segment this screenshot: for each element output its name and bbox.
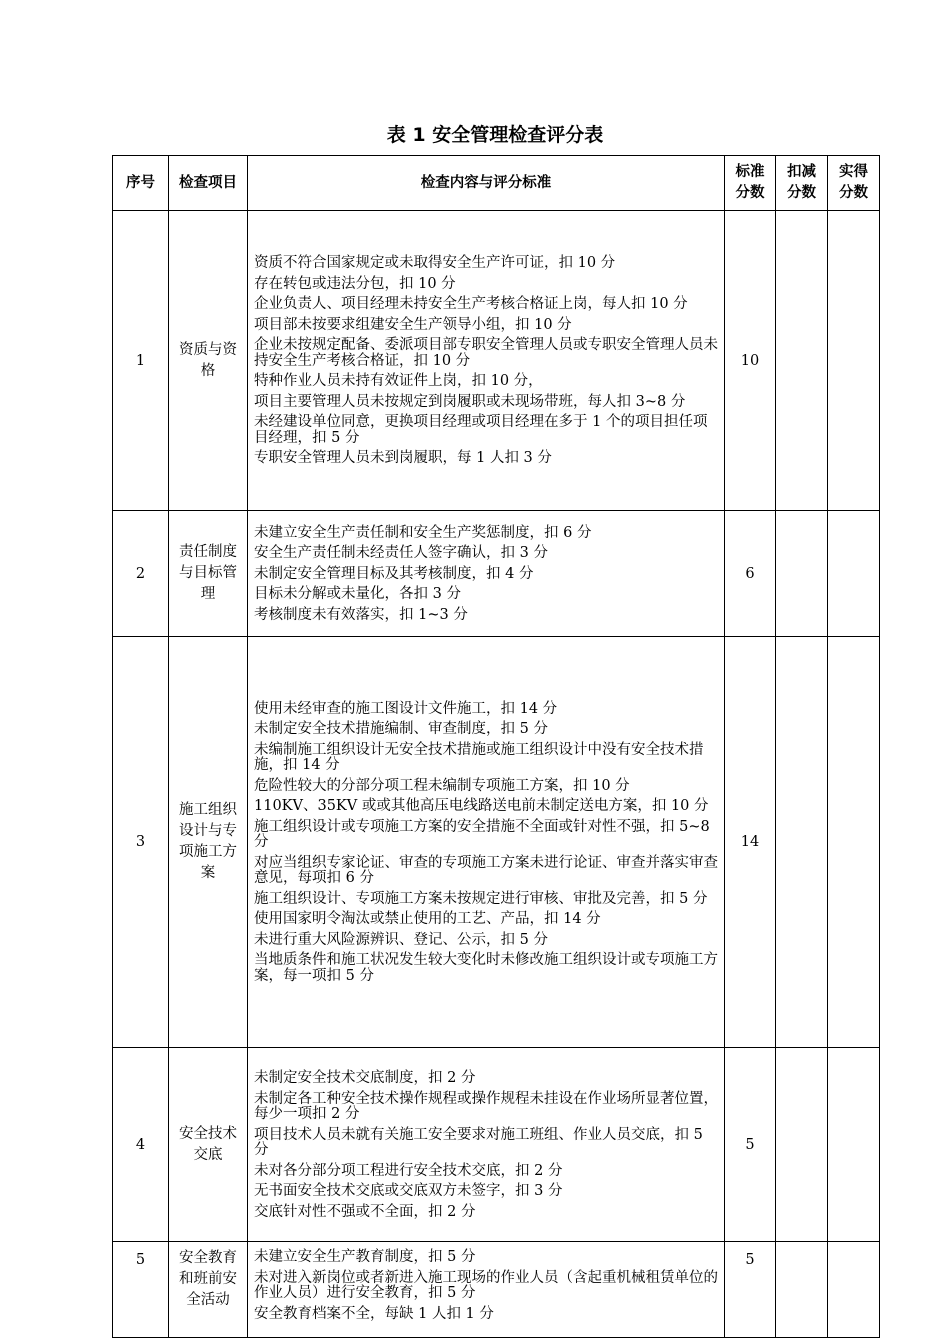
criterion-line: 资质不符合国家规定或未取得安全生产许可证，扣 10 分 <box>254 255 616 272</box>
criterion-line: 专职安全管理人员未到岗履职，每 1 人扣 3 分 <box>254 450 552 467</box>
actual-score-cell[interactable] <box>828 211 880 511</box>
row-item: 资质与资格 <box>169 211 248 511</box>
criterion-line: 施工组织设计、专项施工方案未按规定进行审核、审批及完善，扣 5 分 <box>254 890 708 907</box>
row-item: 安全技术交底 <box>169 1048 248 1242</box>
row-number: 4 <box>113 1048 169 1242</box>
deduct-score-cell[interactable] <box>776 1048 828 1242</box>
criterion-line: 交底针对性不强或不全面，扣 2 分 <box>254 1203 476 1220</box>
criterion-line: 未进行重大风险源辨识、登记、公示，扣 5 分 <box>254 931 548 948</box>
deduct-score-cell[interactable] <box>776 211 828 511</box>
row-content <box>248 637 725 1048</box>
header-actual-score: 实得分数 <box>828 156 880 211</box>
row-number: 3 <box>113 637 169 1048</box>
row-content <box>248 511 725 637</box>
safety-management-score-table <box>112 155 880 1338</box>
header-row <box>113 156 880 211</box>
table-row <box>113 211 880 511</box>
criterion-line: 使用未经审查的施工图设计文件施工，扣 14 分 <box>254 700 558 717</box>
criterion-line: 项目技术人员未就有关施工安全要求对施工班组、作业人员交底，扣 5 分 <box>254 1126 703 1158</box>
actual-score-cell[interactable] <box>828 637 880 1048</box>
deduct-score-cell[interactable] <box>776 511 828 637</box>
table-row <box>113 1048 880 1242</box>
header-standard-score: 标准分数 <box>725 156 776 211</box>
table-row <box>113 511 880 637</box>
header-no: 序号 <box>113 156 169 211</box>
criterion-line: 当地质条件和施工状况发生较大变化时未修改施工组织设计或专项施工方案，每一项扣 5 分 <box>254 952 718 984</box>
standard-score: 10 <box>725 211 776 511</box>
criterion-line: 对应当组织专家论证、审查的专项施工方案未进行论证、审查并落实审查意见，每项扣 6 分 <box>254 854 718 887</box>
criterion-line: 未建立安全生产责任制和安全生产奖惩制度，扣 6 分 <box>254 524 592 541</box>
header-item: 检查项目 <box>169 156 248 211</box>
header-content: 检查内容与评分标准 <box>248 156 725 211</box>
criterion-line: 考核制度未有效落实，扣 1~3 分 <box>254 606 468 623</box>
row-content <box>248 1242 725 1338</box>
criterion-line: 存在转包或违法分包，扣 10 分 <box>254 275 456 292</box>
header-deduct-score: 扣减分数 <box>776 156 828 211</box>
criterion-line: 无书面安全技术交底或交底双方未签字，扣 3 分 <box>254 1183 563 1199</box>
row-content <box>248 211 725 511</box>
criterion-line: 企业负责人、项目经理未持安全生产考核合格证上岗，每人扣 10 分 <box>254 296 688 313</box>
actual-score-cell[interactable] <box>828 1242 880 1338</box>
standard-score: 5 <box>725 1242 776 1338</box>
criterion-line: 未制定安全技术交底制度，扣 2 分 <box>254 1070 476 1086</box>
criterion-line: 项目主要管理人员未按规定到岗履职或未现场带班，每人扣 3~8 分 <box>254 393 686 410</box>
deduct-score-cell[interactable] <box>776 1242 828 1338</box>
criterion-line: 企业未按规定配备、委派项目部专职安全管理人员或专职安全管理人员未持安全生产考核合格证，扣 10 分 <box>254 337 718 369</box>
row-item: 责任制度与目标管理 <box>169 511 248 637</box>
table-row <box>113 1242 880 1338</box>
row-number: 5 <box>113 1242 169 1338</box>
row-item: 安全教育和班前安全活动 <box>169 1242 248 1338</box>
criterion-line: 使用国家明令淘汰或禁止使用的工艺、产品，扣 14 分 <box>254 911 601 928</box>
criterion-line: 危险性较大的分部分项工程未编制专项施工方案，扣 10 分 <box>254 777 630 794</box>
criterion-line: 项目部未按要求组建安全生产领导小组，扣 10 分 <box>254 316 572 333</box>
table-row <box>113 637 880 1048</box>
criterion-line: 施工组织设计或专项施工方案的安全措施不全面或针对性不强，扣 5~8 分 <box>254 818 710 851</box>
criterion-line: 安全教育档案不全，每缺 1 人扣 1 分 <box>254 1305 494 1322</box>
criterion-line: 未制定安全管理目标及其考核制度，扣 4 分 <box>254 565 534 582</box>
standard-score: 6 <box>725 511 776 637</box>
criterion-line: 未编制施工组织设计无安全技术措施或施工组织设计中没有安全技术措施，扣 14 分 <box>254 741 704 774</box>
criterion-line: 安全生产责任制未经责任人签字确认，扣 3 分 <box>254 545 548 562</box>
row-number: 1 <box>113 211 169 511</box>
criterion-line: 未制定安全技术措施编制、审查制度，扣 5 分 <box>254 721 548 738</box>
criterion-line: 未制定各工种安全技术操作规程或操作规程未挂设在作业场所显著位置，每少一项扣 2 分 <box>254 1090 718 1122</box>
row-content <box>248 1048 725 1242</box>
deduct-score-cell[interactable] <box>776 637 828 1048</box>
actual-score-cell[interactable] <box>828 1048 880 1242</box>
standard-score: 14 <box>725 637 776 1048</box>
standard-score: 5 <box>725 1048 776 1242</box>
criterion-line: 未对各分部分项工程进行安全技术交底，扣 2 分 <box>254 1162 563 1179</box>
criterion-line: 110KV、35KV 或或其他高压电线路送电前未制定送电方案，扣 10 分 <box>254 798 709 815</box>
row-item: 施工组织设计与专项施工方案 <box>169 637 248 1048</box>
criterion-line: 特种作业人员未持有效证件上岗，扣 10 分， <box>254 373 543 390</box>
table-title: 表 1 安全管理检查评分表 <box>386 124 604 146</box>
row-number: 2 <box>113 511 169 637</box>
criterion-line: 目标未分解或未量化，各扣 3 分 <box>254 586 461 603</box>
criterion-line: 未经建设单位同意，更换项目经理或项目经理在多于 1 个的项目担任项目经理，扣 5 分 <box>254 414 708 446</box>
criterion-line: 未对进入新岗位或者新进入施工现场的作业人员（含起重机械租赁单位的作业人员）进行安全教育，扣 5 分 <box>254 1269 718 1301</box>
criterion-line: 未建立安全生产教育制度，扣 5 分 <box>254 1249 476 1265</box>
actual-score-cell[interactable] <box>828 511 880 637</box>
